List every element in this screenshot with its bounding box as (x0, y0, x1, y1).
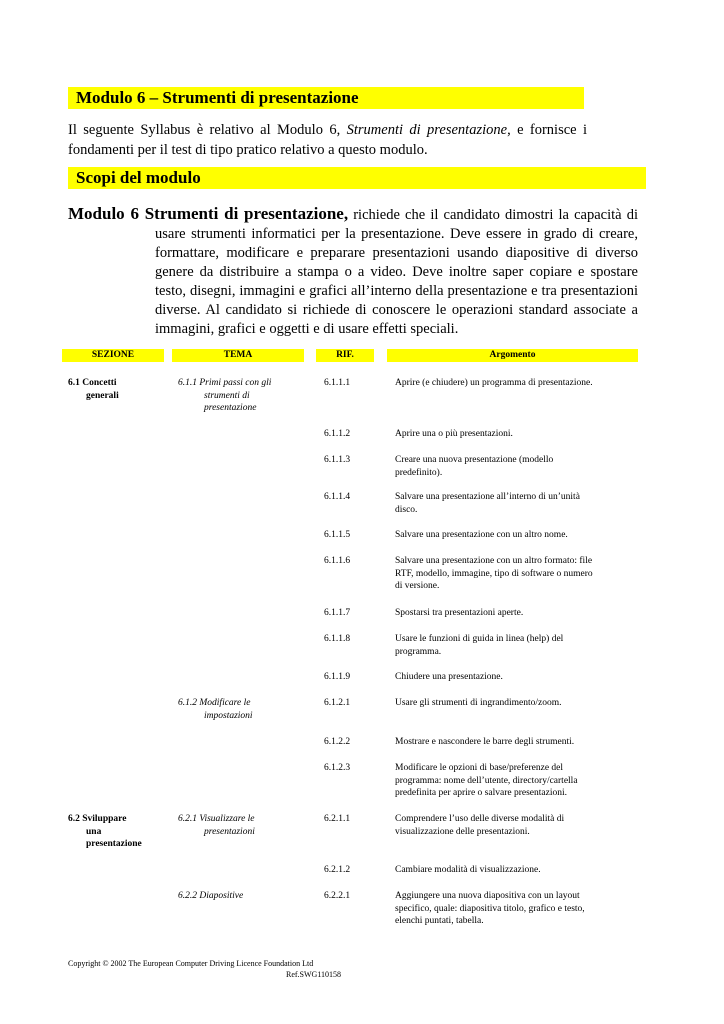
sezione-cell (68, 377, 163, 402)
rif-cell: 6.1.1.8 (324, 634, 351, 644)
rif-cell: 6.1.1.4 (324, 492, 351, 502)
scopi-first-line: richiede che il candidato dimostri la capacità di (348, 207, 638, 223)
footer (68, 958, 341, 980)
argomento-cell-line: predefinito). (395, 467, 443, 478)
tema-cell-line: strumenti di (204, 390, 250, 401)
argomento-cell (395, 428, 637, 441)
sezione-cell-line: generali (86, 390, 119, 401)
argomento-cell-line: Salvare una presentazione con un altro formato: file (395, 556, 593, 566)
rif-cell: 6.1.1.5 (324, 530, 351, 540)
sezione-cell-line: 6.2 Sviluppare (68, 814, 127, 824)
argomento-cell (395, 736, 637, 749)
argomento-cell-line: Comprendere l’uso delle diverse modalità di (395, 814, 565, 824)
sezione-cell-line: presentazione (86, 839, 142, 849)
tema-cell (178, 813, 298, 838)
sezione-cell-line: 6.1 Concetti (68, 378, 117, 388)
scopi-paragraph (68, 204, 638, 339)
argomento-cell (395, 890, 637, 928)
argomento-cell-line: Mostrare e nascondere le barre degli strumenti. (395, 737, 575, 747)
tema-cell-line: presentazioni (204, 826, 255, 837)
rif-cell: 6.1.1.6 (324, 556, 351, 566)
intro-paragraph: Il seguente Syllabus è relativo al Modulo 6, Strumenti di presentazione, e fornisce i fondamenti per il test di tipo pratico relativo a questo modulo. (68, 122, 588, 158)
argomento-cell-line: Salvare una presentazione all’interno di un’unità (395, 492, 580, 502)
argomento-cell (395, 377, 637, 390)
argomento-cell-line: specifico, quale: diapositiva titolo, grafico e testo, (395, 903, 585, 914)
rif-cell: 6.1.1.9 (324, 672, 351, 682)
rif-cell: 6.1.2.2 (324, 737, 351, 747)
rif-cell: 6.1.2.3 (324, 763, 351, 773)
argomento-cell (395, 762, 637, 800)
argomento-cell-line: disco. (395, 504, 418, 515)
module-title: Modulo 6 – Strumenti di presentazione (68, 87, 584, 109)
footer-copyright: Copyright © 2002 The European Computer Driving Licence Foundation Ltd (68, 959, 314, 968)
argomento-cell-line: programma. (395, 646, 442, 657)
argomento-cell (395, 671, 637, 684)
argomento-cell-line: Spostarsi tra presentazioni aperte. (395, 608, 524, 618)
tema-cell (178, 377, 298, 415)
argomento-cell-line: predefinita per aprire o salvare presentazioni. (395, 788, 567, 798)
argomento-cell-line: RTF, modello, immagine, tipo di software o numero (395, 568, 593, 579)
argomento-cell-line: elenchi puntati, tabella. (395, 916, 484, 926)
argomento-cell (395, 633, 637, 658)
argomento-cell (395, 697, 637, 710)
rif-cell: 6.1.1.2 (324, 429, 351, 439)
argomento-cell-line: Chiudere una presentazione. (395, 672, 503, 682)
argomento-cell-line: Creare una nuova presentazione (modello (395, 455, 554, 465)
argomento-cell-line: di versione. (395, 581, 440, 591)
scopi-rest: usare strumenti informatici per la presentazione. Deve essere in grado di creare, formattare, modificare e preparare presentazioni usando diapositive di diverso genere da distribuire a stampa o a video. Deve inoltre saper copiare e spostare testo, disegni, immagini e grafici all’interno della presentazione e tra presentazioni diverse. Al candidato si richiede di conoscere le operazioni standard associate a immagini, grafici e oggetti e di usare effetti speciali. (155, 226, 638, 337)
argomento-cell (395, 491, 637, 516)
argomento-cell (395, 555, 637, 593)
argomento-cell (395, 864, 637, 877)
argomento-cell-line: Modificare le opzioni di base/preferenze del (395, 763, 564, 773)
argomento-cell-line: Salvare una presentazione con un altro nome. (395, 530, 568, 540)
argomento-cell (395, 813, 637, 838)
col-header-sezione: SEZIONE (62, 349, 164, 362)
argomento-cell-line: Aprire una o più presentazioni. (395, 429, 513, 439)
scopi-lead: Modulo 6 Strumenti di presentazione, (68, 204, 349, 223)
argomento-cell (395, 454, 637, 479)
rif-cell: 6.1.1.1 (324, 378, 351, 388)
argomento-cell-line: Cambiare modalità di visualizzazione. (395, 865, 541, 875)
argomento-cell-line: Aprire (e chiudere) un programma di presentazione. (395, 378, 593, 388)
col-header-argomento: Argomento (387, 349, 638, 362)
tema-cell (178, 697, 298, 722)
tema-cell-line: 6.2.1 Visualizzare le (178, 814, 255, 824)
argomento-cell-line: programma: nome dell’utente, directory/cartella (395, 775, 578, 786)
tema-cell-line: 6.1.2 Modificare le (178, 698, 251, 708)
footer-ref: Ref.SWG110158 (286, 970, 342, 979)
tema-cell (178, 890, 298, 903)
argomento-cell-line: Usare gli strumenti di ingrandimento/zoom. (395, 698, 562, 708)
rif-cell: 6.2.1.1 (324, 814, 351, 824)
rif-cell: 6.2.2.1 (324, 891, 351, 901)
argomento-cell-line: Usare le funzioni di guida in linea (help) del (395, 634, 564, 644)
scopi-heading: Scopi del modulo (68, 167, 646, 189)
tema-cell-line: 6.1.1 Primi passi con gli (178, 378, 272, 388)
tema-cell-line: impostazioni (204, 710, 253, 721)
argomento-cell-line: Aggiungere una nuova diapositiva con un layout (395, 891, 580, 901)
sezione-cell-line: una (86, 826, 102, 837)
sezione-cell (68, 813, 163, 851)
argomento-cell (395, 529, 637, 542)
rif-cell: 6.1.2.1 (324, 698, 351, 708)
rif-cell: 6.1.1.3 (324, 455, 351, 465)
rif-cell: 6.1.1.7 (324, 608, 351, 618)
tema-cell-line: presentazione (204, 403, 257, 413)
col-header-rif: RIF. (316, 349, 374, 362)
rif-cell: 6.2.1.2 (324, 865, 351, 875)
col-header-tema: TEMA (172, 349, 304, 362)
argomento-cell-line: visualizzazione delle presentazioni. (395, 826, 530, 837)
tema-cell-line: 6.2.2 Diapositive (178, 891, 244, 901)
argomento-cell (395, 607, 637, 620)
